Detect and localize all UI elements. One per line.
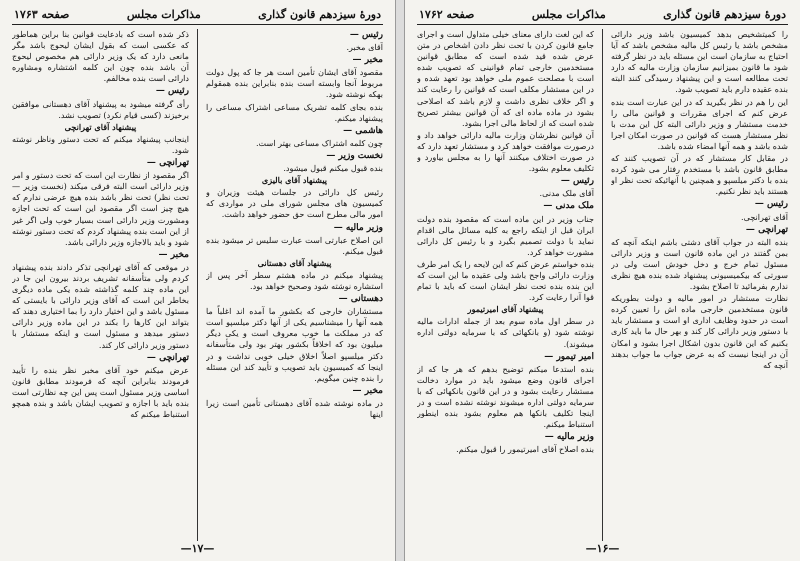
speaker-name: تهرانچی —: [147, 353, 189, 363]
transcript-paragraph: پیشنهاد میکنم در ماده هشتم سطر آخر پس از استشاره نوشته شود وصحیح خواهد بود.: [206, 269, 383, 291]
left-page-column-divider: [197, 29, 198, 541]
transcript-paragraph: آقای مخبر.: [346, 42, 383, 53]
proposal-heading: پیشنهاد آقای دهستانی: [257, 257, 332, 268]
speaker-line: [12, 157, 189, 169]
speaker-name: تهرانچی —: [746, 225, 788, 235]
speaker-line: [417, 431, 594, 443]
speaker-line: [417, 175, 594, 187]
speaker-name: وزیر مالیه —: [545, 432, 594, 442]
left-page-header: [12, 6, 383, 25]
transcript-paragraph: جناب وزیر در این ماده است که مقصود بنده دولت ایران قبل از اینکه راجع به کلیه مسائل مالی اقدام نماید با دولت تصمیم بگیرد و با رئیس کل دارائی مشورت خواهد کرد.: [417, 213, 594, 257]
speaker-line: [12, 352, 189, 364]
proposal-heading: پیشنهاد آقای تهرانچی: [64, 121, 137, 132]
right-page-col-left: [417, 29, 594, 541]
proposal-heading: پیشنهاد آقای امیرتیمور: [467, 304, 544, 315]
transcript-paragraph: اینجانب پیشنهاد میکنم که تحت دستور وناظر نوشته شود.: [12, 133, 189, 155]
transcript-paragraph: بنده اصلاح آقای امیرتیمور را قبول میکنم.: [456, 444, 594, 455]
speaker-line: [611, 198, 788, 210]
transcript-paragraph: رئیس کل دارائی در جلسات هیئت وزیران و کمیسیون های مجلس شورای ملی در مواردی که امور مالی مطرح است حق حضور خواهد داشت.: [206, 187, 383, 220]
transcript-paragraph: چون کلمه اشتراک مساعی بهتر است.: [255, 137, 383, 148]
left-page-title: مذاکرات مجلس: [126, 8, 201, 21]
transcript-paragraph: مستشاران خارجی که بکشور ما آمده اند اغلباً ما همه آنها را میشناسیم یکی از آنها دکتر میلسپو است که در مملکت ما خوب معروف است و یکی دیگر میلیون بود که اخلاقاً بکشور بهتر بود ولی متأسفانه دکتر میلسپو اصلاً اخلاق خیلی خوبی نداشت و در اینجا که کمیسیون باید تصویب و تأیید کند این مسئله را بنده چنین میگویم.: [206, 306, 383, 383]
speaker-line: [417, 200, 594, 212]
left-page-col-right: [206, 29, 383, 541]
left-page-session: دورهٔ سیزدهم قانون گذاری: [258, 8, 381, 21]
speaker-line: [206, 293, 383, 305]
transcript-paragraph: بنده خواستم عرض کنم که این لایحه را یک امر طرف وزارت دارائی واجح باشد ولی عقیده ما این است که این بنده بنده تحت نظر ایشان است که باید با تمام قوا آنرا رعایت کرد.: [417, 258, 594, 303]
right-page-col-right: [611, 29, 788, 541]
transcript-paragraph: را کمیتشخیص بدهد کمیسیون باشد وزیر دارائی مشخص باشد یا رئیس کل مالیه مشخص باشد که آیا احتیاج به سازمان است این مسئله باید در نظر گرفته شود ما قانون بمیزانیم سازمان وزارت مالیه که دارد تحت مطالعه است و این پیشنهاد رسیدگی کنند البته بنده عقیده دارم باید تصویب شود.: [611, 29, 788, 95]
speaker-line: [206, 222, 383, 234]
speaker-name: رئیس —: [156, 86, 189, 96]
speaker-name: نخست وزیر —: [326, 151, 383, 161]
right-page-title: مذاکرات مجلس: [531, 8, 606, 21]
right-page-footer-number: —۱۶—: [585, 542, 620, 555]
transcript-paragraph: در سطر اول ماده سوم بعد از جمله ادارات مالیه نوشته شود (و بانکهائی که با سرمایه دولتی اداره میشوند).: [417, 316, 594, 349]
right-page-columns: [417, 29, 788, 541]
transcript-paragraph: که این لغت دارای معنای خیلی متداول است و اجرای جامع قانون کردن با تحت نظر دادن اشخاص در متن عرض شده قید شده است که مطابق قوانین مستخدمین خارجی تمام قوانینی که تصویب شده است با مصلحت عموم ملی خواهد بود تعهد شده و در این مستشار مکلف است که قوانین را رعایت کند و اگر خلاف نظری داشت و لازم باشد که اصلاحی بشود در ماده ماده ای که آن قوانین بیشتر تصریح شده است که از لحاظ مالی اجرا بشود.: [417, 29, 594, 128]
speaker-name: رئیس —: [561, 176, 594, 186]
left-page-columns: [12, 29, 383, 541]
transcript-paragraph: بنده بجای کلمه تشریک مساعی اشتراک مساعی را پیشنهاد میکنم.: [206, 101, 383, 123]
transcript-paragraph: در مقابل کار مستشار که در آن تصویب کنند که مطابق قانون باشد با مستخدم رفتار می شود کرده بنده با دکتر میلسپو و همچنین با آنهائیکه تحت نظر او هستند باید نظر نکنیم.: [611, 153, 788, 197]
left-page: [0, 0, 396, 561]
speaker-line: [12, 85, 189, 97]
speaker-line: [12, 249, 189, 261]
speaker-line: [206, 29, 383, 41]
transcript-paragraph: آن قوانین نظرشان وزارت مالیه دارائی خواهد داد و درصورت موافقت خواهد کرد و مستشار تعهد دارد که در صورت اختلاف میکنند آنها را به مجلس بیاورد و تکلیف معلوم بشود.: [417, 129, 594, 174]
right-page-header: [417, 6, 788, 25]
transcript-paragraph: این اصلاح عبارتی است عبارت سلیس تر میشود بنده قبول میکنم.: [206, 234, 383, 256]
speaker-name: امیر تیمور —: [544, 352, 594, 362]
transcript-paragraph: نظارت مستشار در امور مالیه و دولت بطوریکه قانون مستخدمین خارجی ماده اش را تعیین کرده است در حدود وظایف اداری او است و مستشار باید با دستور وزیر دارائی کار کند و بهر حال ما باید کاری بکنیم که این قانون بدون اشکال اجرا بشود و امکان آن در اینجا نیست که به عرض جواب ما جواب بدهند آنچه که: [611, 293, 788, 370]
speaker-name: رئیس —: [755, 199, 788, 209]
left-page-footer-number: —۱۷—: [180, 542, 215, 555]
speaker-name: مخبر —: [159, 250, 189, 260]
right-page-column-divider: [602, 29, 603, 541]
transcript-paragraph: مقصود آقای ایشان تأمین است هر جا که پول دولت مربوط آنجا وابسته است بنده بنابراین بنده همقولم بهکه نوشته شود.: [206, 67, 383, 100]
speaker-line: [611, 224, 788, 236]
left-page-number: صفحه ۱۷۶۳: [14, 8, 70, 21]
transcript-paragraph: بنده قبول میکنم قبول میشود.: [283, 163, 383, 174]
speaker-name: رئیس —: [350, 30, 383, 40]
right-page: [404, 0, 800, 561]
transcript-paragraph: در ماده نوشته شده آقای دهستانی تأمین است زیرا اینها: [206, 397, 383, 419]
transcript-paragraph: رأی گرفته میشود به پیشنهاد آقای دهستانی موافقین برخیزند (کسی قیام نکرد) تصویب نشد.: [12, 98, 189, 120]
speaker-name: مخبر —: [353, 55, 383, 65]
transcript-paragraph: آقای تهرانچی.: [741, 211, 788, 222]
transcript-paragraph: بنده البته در جواب آقای دشتی باشم اینکه آنچه که بمن گفتند در این ماده قانون است و وزیر دارائی مسئول تمام خرج و دخل خودش است ولی در سورتی که بیکمیسیونی پیشنهاد شده بنده هیچ نظری ندارم بفرمائید تا اصلاح بشود.: [611, 236, 788, 292]
speaker-line: [206, 54, 383, 66]
speaker-name: مخبر —: [353, 386, 383, 396]
speaker-name: وزیر مالیه —: [334, 223, 383, 233]
transcript-paragraph: بنده استدعا میکنم توضیح بدهم که هر جا که از اجرای قانون وضع میشود باید در موارد دخالت مستشار رعایت بشود و در این قانون بانکهائی که با سرمایه دولتی اداره میشوند نوشته نشده است و در اینجا تکلیف بانکها هم معلوم بشود بنده اینطور استنباط میکنم.: [417, 363, 594, 430]
speaker-name: دهستانی —: [339, 294, 383, 304]
speaker-line: [206, 385, 383, 397]
right-page-number: صفحه ۱۷۶۲: [419, 8, 475, 21]
left-page-col-left: [12, 29, 189, 541]
transcript-paragraph: عرض میکنم خود آقای مخبر نظر بنده را تأیید فرمودند بنابراین آنچه که فرمودند مطابق قانون اساسی وزیر مسئول است پس این چه نظارتی است بنده باید با اجازه و تصویب ایشان باشد و بنده همچو استنباط میکنم که: [12, 364, 189, 420]
right-page-session: دورهٔ سیزدهم قانون گذاری: [663, 8, 786, 21]
transcript-paragraph: این را هم در نظر بگیرید که در این عبارت است بنده عرض کنم که اجرای مقررات و قوانین مالی را خدمت مستشار و وزیر دارائی البته کل این مدت با نظر مستشار هست که قوانین در صورت امکان اجرا شده باشد و همه آنها امضاء شده باشد.: [611, 96, 788, 151]
transcript-paragraph: ذکر شده است که بادعایت قوانین بنا براین هماطور که عکسی است که بقول ایشان لیحوج باشد مگر مانعی دارد که یک وزیر دارائی هم مخصوص لیحوج آن باشد بنده چون این کلمه اشتشاره ومشاوره دارائی است بنده مخالفم.: [12, 29, 189, 84]
speaker-line: [206, 150, 383, 162]
speaker-name: تهرانچی —: [147, 158, 189, 168]
speaker-name: ملک مدنی —: [543, 201, 594, 211]
transcript-paragraph: آقای ملک مدنی.: [539, 188, 594, 199]
speaker-line: [417, 351, 594, 363]
transcript-paragraph: اگر مقصود از نظارت این است که تحت دستور و امر وزیر دارائی است البته فرقی میکند (نخست وزیر — تحت نظر) تحت نظر باشد بنده هیچ عرضی ندارم که هیچ چیز است اگر مقصود این است که تحت اجازه ومشورت وزیر دارائی است بسیار خوب ولی اگر غیر از این است بنده پیشنهاد کردم که تحت دستور نوشته شود و باید بالاجازه وزیر دارائی باشد.: [12, 170, 189, 247]
proposal-heading: پیشنهاد آقای بالیزی: [261, 175, 328, 186]
transcript-paragraph: در موقعی که آقای تهرانچی تذکر دادند بنده پیشنهاد کردم ولی متأسفانه تشریف بردند بیرون این جا در این ماده چند کلمه گذاشته شده یکی ماده دیگری بخاطر این است که آقای وزیر دارائی با بایستی که مسئول باشد و این اختیار دارد را بما اختیاری دهند که بتواند این کارها را بکند در این ماده وزیر دارائی دستور میدهد و مسئول است و اینکه مستشار با دستور وزیر دارائی کار کند.: [12, 261, 189, 350]
speaker-name: هاشمی —: [343, 126, 383, 136]
speaker-line: [206, 125, 383, 137]
